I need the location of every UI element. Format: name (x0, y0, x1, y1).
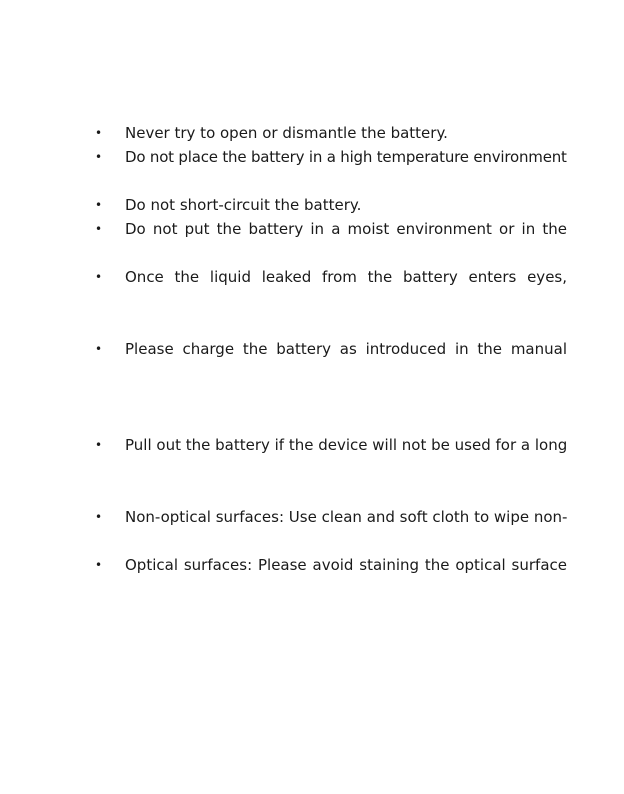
list-item (0, 337, 624, 361)
bullet-marker: • (95, 342, 103, 356)
bullet-marker: • (95, 198, 103, 212)
bullet-marker: • (95, 510, 103, 524)
list-item-text: Non-optical surfaces: Use clean and soft cloth to wipe non- (125, 508, 568, 526)
bullet-marker: • (95, 150, 103, 164)
list-item-text: Do not place the battery in a high temperature environment (125, 148, 567, 166)
list-item-text: Do not short-circuit the battery. (125, 196, 362, 214)
list-item (0, 553, 624, 577)
bullet-marker: • (95, 438, 103, 452)
list-item (0, 265, 624, 289)
list-item-text: Once the liquid leaked from the battery enters eyes, (125, 268, 567, 286)
bullet-marker: • (95, 126, 103, 140)
list-item (0, 433, 624, 457)
list-item (0, 121, 624, 145)
list-item (0, 217, 624, 241)
list-item-text: Optical surfaces: Please avoid staining the optical surface (125, 556, 567, 574)
list-item-text: Never try to open or dismantle the battery. (125, 124, 448, 142)
bullet-marker: • (95, 270, 103, 284)
bullet-marker: • (95, 222, 103, 236)
list-item (0, 193, 624, 217)
list-item-text: Do not put the battery in a moist environment or in the (125, 220, 567, 238)
bullet-marker: • (95, 558, 103, 572)
list-item-text: Pull out the battery if the device will not be used for a long (125, 436, 568, 454)
list-item (0, 505, 624, 529)
list-item (0, 145, 624, 169)
list-item-text: Please charge the battery as introduced in the manual (125, 340, 567, 358)
